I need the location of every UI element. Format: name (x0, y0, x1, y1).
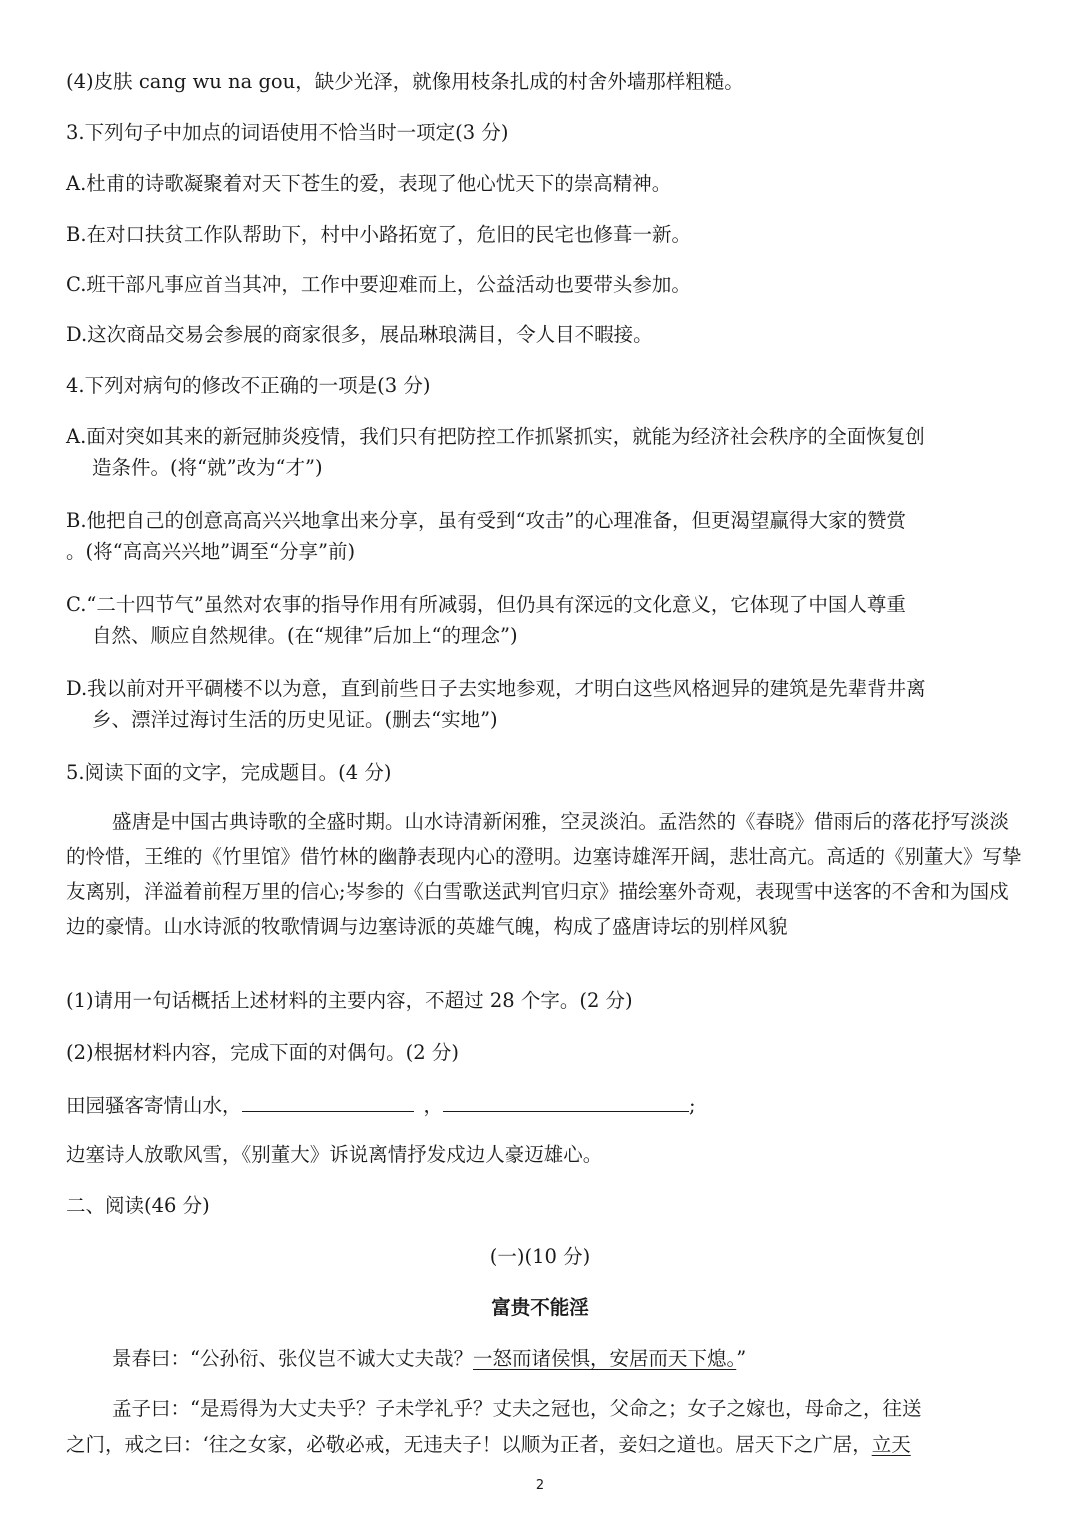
question-4-option-b-line2: 。(将“高高兴兴地”调至“分享”前) (66, 540, 356, 563)
page-number: 2 (535, 1478, 545, 1493)
couplet-line1-separator: ， (423, 1094, 444, 1117)
question-4-option-d-line2: 乡、漂洋过海讨生活的历史见证。(删去“实地”) (92, 708, 498, 731)
question-5-passage-text: 盛唐是中国古典诗歌的全盛时期。山水诗清新闲雅，空灵淡泊。孟浩然的《春晓》借雨后的落花抒写淡淡的怜惜，王维的《竹里馆》借竹林的幽静表现内心的澄明。边塞诗雄浑开阔，悲壮高亢。高适的《别董大》写挚友离别，洋溢着前程万里的信心;岑参的《白雪歌送武判官归京》描绘塞外奇观，表现雪中送客的不舍和为国戍边的豪情。山水诗派的牧歌情调与边塞诗派的英雄气魄，构成了盛唐诗坛的别样风貌 (66, 810, 1022, 938)
question-3-option-d: D.这次商品交易会参展的商家很多，展品琳琅满目，令人目不暇接。 (66, 323, 653, 346)
question-4-option-d-line1: D.我以前对开平碉楼不以为意，直到前些日子去实地参观，才明白这些风格迥异的建筑是先辈背井离 (66, 677, 926, 700)
question-2-item-4: (4)皮肤 cang wu na gou，缺少光泽，就像用枝条扎成的村舍外墙那样粗糙。 (66, 70, 744, 93)
answer-blank-1[interactable] (242, 1091, 414, 1112)
couplet-line1-end: ; (689, 1094, 696, 1117)
section-2-part-1-heading: (一)(10 分) (489, 1245, 591, 1268)
question-4-option-b-line1: B.他把自己的创意高高兴兴地拿出来分享，虽有受到“攻击”的心理准备，但更渴望赢得大家的赞赏 (66, 509, 906, 532)
article-paragraph-2-line2 (66, 1432, 1020, 1458)
question-5-couplet-line1 (66, 1091, 1020, 1119)
question-3-option-b: B.在对口扶贫工作队帮助下，村中小路拓宽了，危旧的民宅也修葺一新。 (66, 223, 692, 246)
question-5-stem: 5.阅读下面的文字，完成题目。(4 分) (66, 761, 392, 784)
article-p1-text: 景春曰：“公孙衍、张仪岂不诚大丈夫哉？ (112, 1347, 473, 1370)
question-5-couplet-line2: 边塞诗人放歌风雪，《别董大》诉说离情抒发戍边人豪迈雄心。 (66, 1143, 603, 1166)
question-4-stem: 4.下列对病句的修改不正确的一项是(3 分) (66, 374, 431, 397)
article-p2-line2-text: 之门，戒之曰：‘往之女家，必敬必戒，无违夫子！以顺为正者，妾妇之道也。居天下之广居， (66, 1433, 872, 1456)
answer-blank-2[interactable] (443, 1091, 689, 1112)
question-3-option-a: A.杜甫的诗歌凝聚着对天下苍生的爱，表现了他心忧天下的崇高精神。 (66, 172, 672, 195)
question-4-option-c-line1: C.“二十四节气”虽然对农事的指导作用有所减弱，但仍具有深远的文化意义，它体现了中国人尊重 (66, 593, 906, 616)
article-paragraph-1 (112, 1346, 1020, 1372)
article-title: 富贵不能淫 (491, 1296, 589, 1319)
question-3-stem: 3.下列句子中加点的词语使用不恰当时一项定(3 分) (66, 121, 509, 144)
article-p2-line2-underlined: 立天 (871, 1433, 911, 1456)
question-4-option-a-line1: A.面对突如其来的新冠肺炎疫情，我们只有把防控工作抓紧抓实，就能为经济社会秩序的全面恢复创 (66, 425, 925, 448)
question-5-sub-1: (1)请用一句话概括上述材料的主要内容，不超过 28 个字。(2 分) (66, 989, 633, 1012)
question-4-option-c-line2: 自然、顺应自然规律。(在“规律”后加上“的理念”) (92, 624, 518, 647)
article-p1-underlined: 一怒而诸侯惧，安居而天下熄。 (472, 1347, 737, 1370)
question-4-option-a-line2: 造条件。(将“就”改为“才”) (92, 456, 323, 479)
article-paragraph-2-line1: 孟子曰：“是焉得为大丈夫乎？子未学礼乎？丈夫之冠也，父命之；女子之嫁也，母命之，往送 (112, 1397, 922, 1420)
question-3-option-c: C.班干部凡事应首当其冲，工作中要迎难而上，公益活动也要带头参加。 (66, 273, 691, 296)
section-2-heading: 二、阅读(46 分) (66, 1194, 210, 1217)
couplet-line1-prefix: 田园骚客寄情山水， (66, 1094, 242, 1117)
question-5-sub-2: (2)根据材料内容，完成下面的对偶句。(2 分) (66, 1041, 459, 1064)
question-5-passage (66, 804, 1026, 944)
article-p1-close: ” (736, 1347, 747, 1370)
